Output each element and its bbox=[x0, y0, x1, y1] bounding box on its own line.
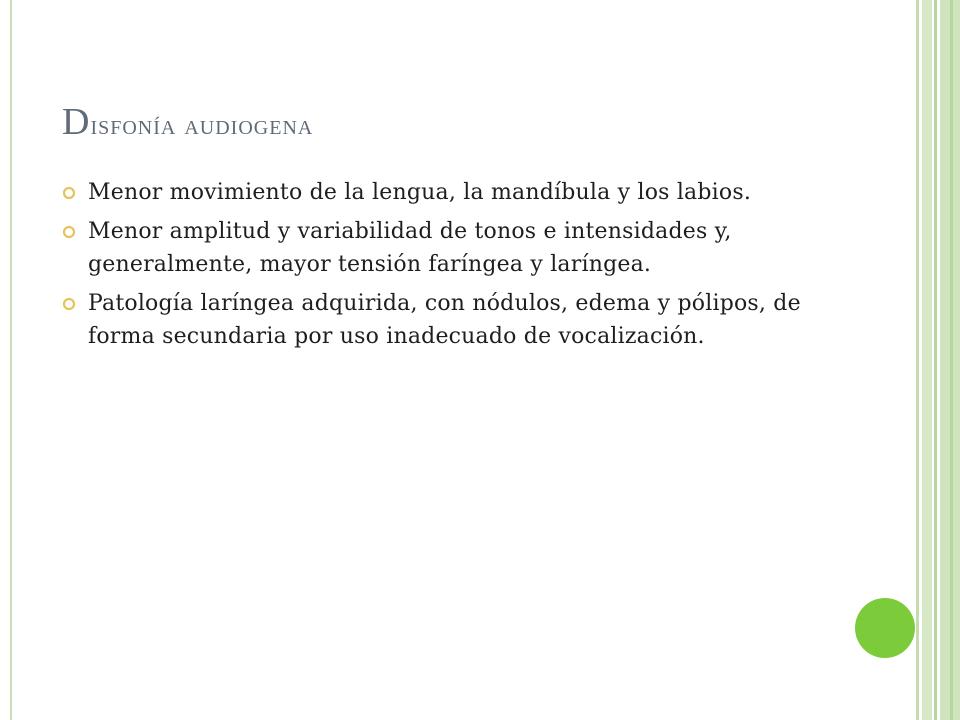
bullet-text: Patología laríngea adquirida, con nódulos, edema y pólipos, de forma secundaria por uso inadecuado de vocalización. bbox=[88, 291, 801, 349]
right-stripe bbox=[916, 0, 919, 720]
bullet-text: Menor amplitud y variabilidad de tonos e intensidades y, generalmente, mayor tensión faríngea y laríngea. bbox=[88, 219, 732, 277]
ring-bullet-icon bbox=[62, 297, 76, 311]
frame-left-line bbox=[10, 0, 12, 720]
bullet-item bbox=[62, 287, 822, 353]
accent-circle bbox=[855, 598, 915, 658]
ring-bullet-icon bbox=[62, 225, 76, 239]
bullet-text: Menor movimiento de la lengua, la mandíbula y los labios. bbox=[88, 180, 752, 205]
right-stripe bbox=[950, 0, 953, 720]
ring-bullet-icon bbox=[62, 186, 76, 200]
title-rest: isfonía audiogena bbox=[90, 110, 314, 141]
right-stripe bbox=[922, 0, 932, 720]
bullet-item bbox=[62, 176, 822, 209]
title-initial: D bbox=[62, 101, 91, 143]
bullet-item bbox=[62, 215, 822, 281]
slide-title bbox=[62, 100, 313, 144]
bullet-list bbox=[62, 176, 822, 359]
right-stripe bbox=[934, 0, 937, 720]
